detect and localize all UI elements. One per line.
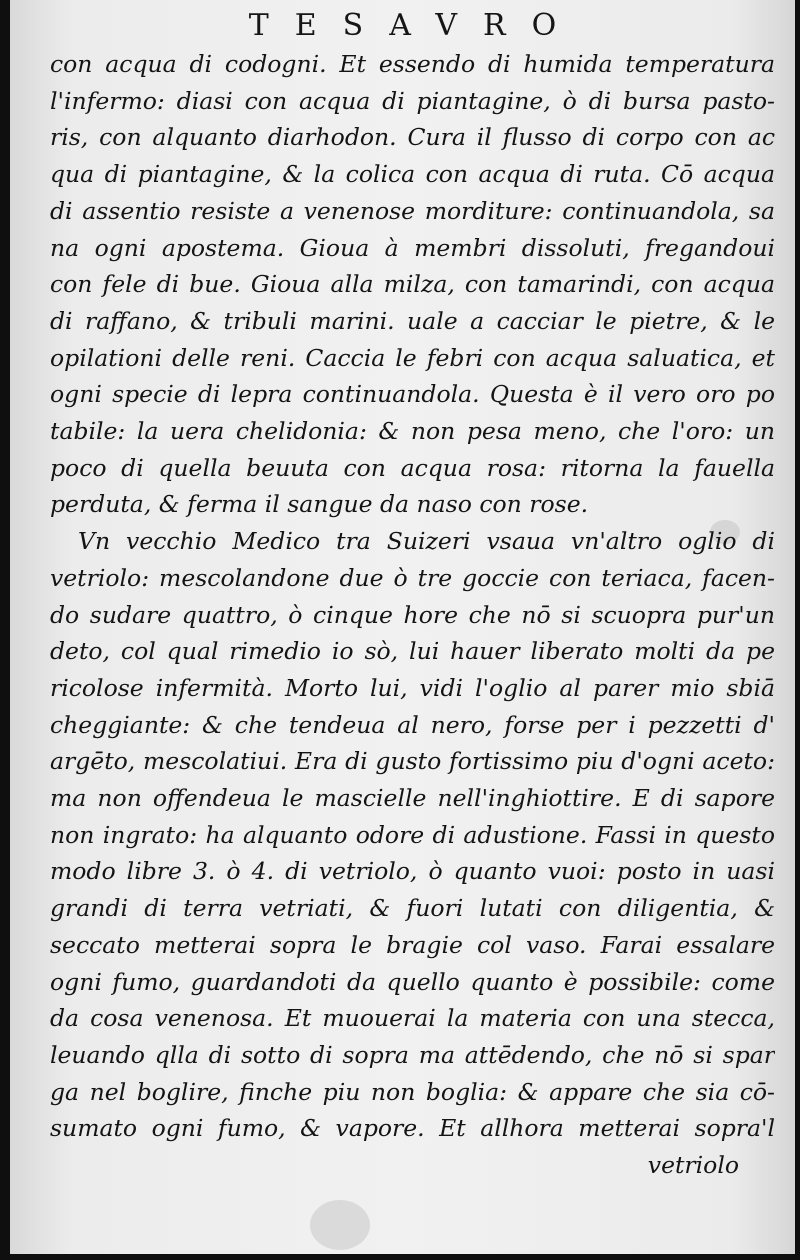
text-line: perduta, & ferma il sangue da naso con rose. [50,490,589,519]
text-line: Vn vecchio Medico tra Suizeri vsaua vn'altro oglio di [78,527,775,556]
paragraph-2 [50,523,775,1147]
book-page [10,0,795,1254]
text-line: ris, con alquanto diarhodon. Cura il flusso di corpo con ac [50,123,775,152]
paragraph-1 [50,46,775,523]
text-line: seccato metterai sopra le bragie col vaso. Farai essalare [50,930,775,959]
text-line: deto, col qual rimedio io sò, lui hauer liberato molti da pe [50,637,775,666]
catchword: vetriolo [647,1151,739,1180]
text-line: ma non offendeua le mascielle nell'inghiottire. E di sapore [50,784,775,813]
running-head: TESAVRO [248,8,583,43]
text-line: grandi di terra vetriati, & fuori lutati con diligentia, & [50,894,775,923]
text-line: opilationi delle reni. Caccia le febri con acqua saluatica, et [50,343,775,372]
text-line: con acqua di codogni. Et essendo di humida temperatura [50,50,775,78]
text-line: cheggiante: & che tendeua al nero, forse per i pezzetti d' [50,710,775,739]
text-line: poco di quella beuuta con acqua rosa: ritorna la fauella [50,453,775,482]
text-line: qua di piantagine, & la colica con acqua di ruta. Cō acqua [50,160,775,189]
text-line: con fele di bue. Gioua alla milza, con tamarindi, con acqua [50,270,775,299]
text-line: di assentio resiste a venenose morditure: continuandola, sa [50,196,775,225]
text-line: modo libre 3. ò 4. di vetriolo, ò quanto vuoi: posto in uasi [50,857,775,886]
text-line: da cosa venenosa. Et muouerai la materia con una stecca, [50,1004,775,1033]
text-line: vetriolo: mescolandone due ò tre goccie con teriaca, facen- [50,563,775,592]
text-line: sumato ogni fumo, & vapore. Et allhora metterai sopra'l [50,1114,775,1143]
text-line: ricolose infermità. Morto lui, vidi l'oglio al parer mio sbiā [50,673,775,702]
text-line: l'infermo: diasi con acqua di piantagine, ò di bursa pasto- [50,86,775,115]
text-line: non ingrato: ha alquanto odore di adustione. Fassi in questo [50,820,775,849]
text-line: leuando qlla di sotto di sopra ma attēdendo, che nō si spar [50,1040,775,1069]
paper-stain [310,1200,370,1250]
text-line: ga nel boglire, finche piu non boglia: & appare che sia cō- [50,1077,775,1106]
text-line: argēto, mescolatiui. Era di gusto fortissimo piu d'ogni aceto: [50,747,775,776]
text-line: ogni fumo, guardandoti da quello quanto è possibile: come [50,967,775,996]
text-line: ogni specie di lepra continuandola. Questa è il vero oro po [50,380,775,409]
text-line: di raffano, & tribuli marini. uale a cacciar le pietre, & le [50,306,775,335]
text-line: do sudare quattro, ò cinque hore che nō si scuopra pur'un [50,600,775,629]
text-line: na ogni apostema. Gioua à membri dissoluti, fregandoui [50,233,775,262]
text-line: tabile: la uera chelidonia: & non pesa meno, che l'oro: un [50,417,775,446]
body-text [50,46,775,1184]
